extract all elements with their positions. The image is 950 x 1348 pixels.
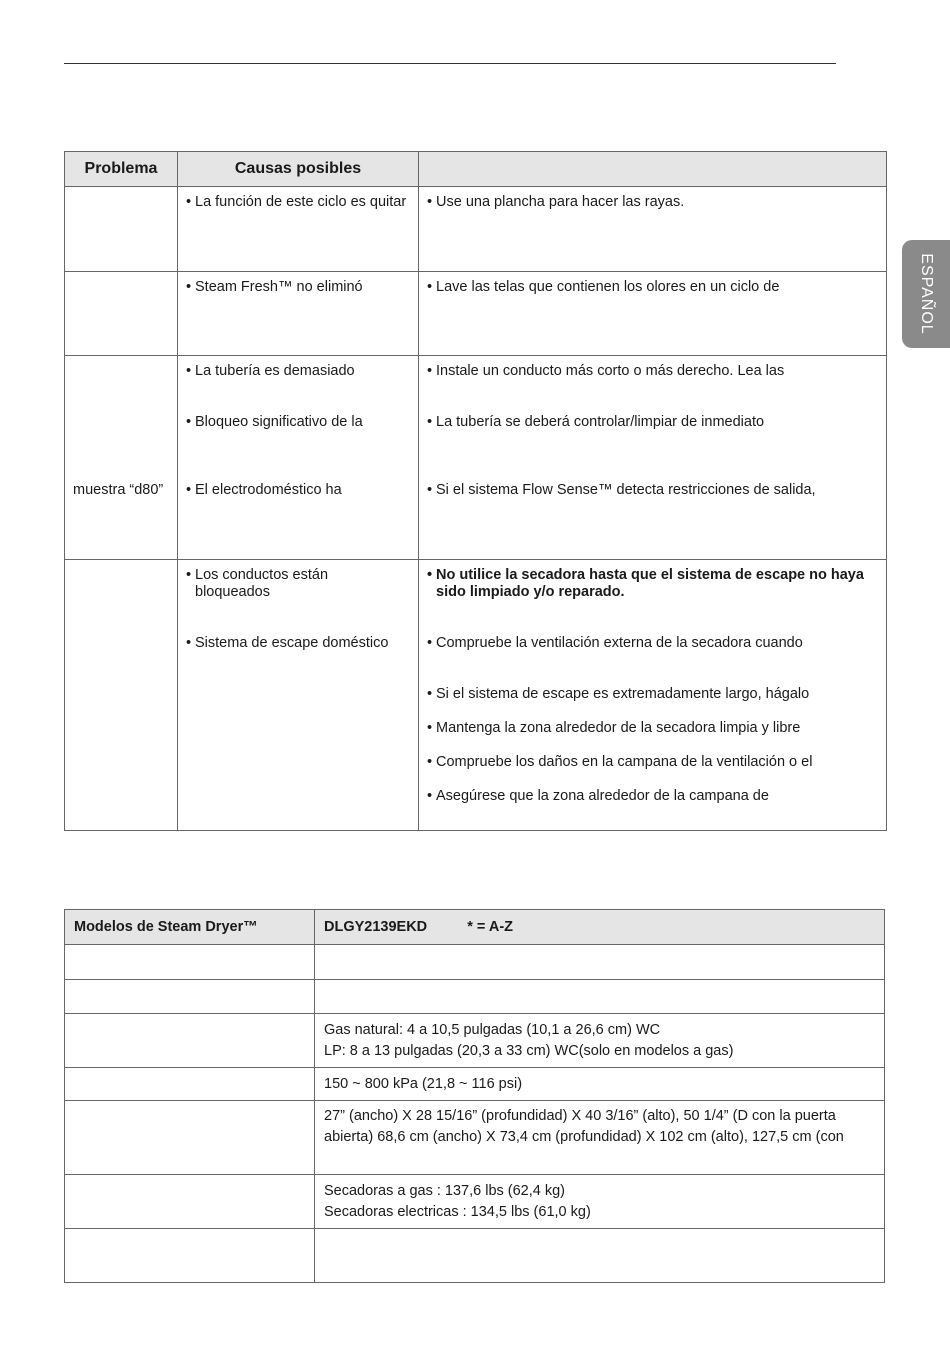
spec-value	[315, 1101, 885, 1175]
problem-cell	[65, 187, 178, 272]
spec-row	[65, 1068, 885, 1101]
specifications-table	[64, 909, 885, 1283]
cause-item: • La tubería es demasiado	[186, 363, 355, 379]
cause-item: • El electrodoméstico ha	[186, 482, 342, 498]
spec-model-number: DLGY2139EKD	[324, 919, 428, 935]
cause-item: • La función de este ciclo es quitar	[186, 194, 407, 210]
causes-cell	[178, 187, 419, 272]
solutions-cell	[419, 187, 887, 272]
solution-item-warning: • No utilice la secadora hasta que el sistema de escape no haya sido limpiado y/o reparado.	[427, 567, 864, 600]
spec-value-line: LP: 8 a 13 pulgadas (20,3 a 33 cm) WC(solo en modelos a gas)	[324, 1042, 734, 1059]
spec-value	[315, 1014, 885, 1068]
table-row	[65, 272, 887, 356]
spec-value-line: Secadoras a gas : 137,6 lbs (62,4 kg)	[324, 1182, 566, 1199]
spec-label	[65, 1068, 315, 1101]
spec-row	[65, 1014, 885, 1068]
spec-header-model-cell	[315, 910, 885, 945]
causes-cell	[178, 272, 419, 356]
spec-value-line: Secadoras electricas : 134,5 lbs (61,0 kg)	[324, 1203, 591, 1220]
spec-label	[65, 1101, 315, 1175]
spec-value	[315, 945, 885, 980]
problem-cell	[65, 560, 178, 831]
solution-item: • Mantenga la zona alrededor de la secadora limpia y libre	[427, 720, 801, 736]
language-tab-label: ESPAÑOL	[918, 253, 935, 335]
causes-cell	[178, 356, 419, 560]
spec-label	[65, 1229, 315, 1283]
cause-item: • Sistema de escape doméstico	[186, 635, 389, 651]
column-header-problem: Problema	[65, 152, 178, 187]
spec-value	[315, 1068, 885, 1101]
spec-row	[65, 1175, 885, 1229]
problem-cell	[65, 356, 178, 560]
spec-value	[315, 1175, 885, 1229]
spec-label	[65, 1014, 315, 1068]
spec-label	[65, 1175, 315, 1229]
causes-cell	[178, 560, 419, 831]
header-rule	[64, 63, 836, 64]
solution-item: • Si el sistema Flow Sense™ detecta restricciones de salida,	[427, 482, 816, 498]
solution-item: • Compruebe la ventilación externa de la secadora cuando	[427, 635, 803, 651]
table-row	[65, 560, 887, 831]
solution-item: • Si el sistema de escape es extremadamente largo, hágalo	[427, 686, 810, 702]
column-header-causes: Causas posibles	[178, 152, 419, 187]
table-row	[65, 356, 887, 560]
table-row	[65, 187, 887, 272]
spec-value-line: 27” (ancho) X 28 15/16” (profundidad) X 40 3/16” (alto), 50 1/4” (D con la puerta	[324, 1108, 836, 1124]
spec-row	[65, 1101, 885, 1175]
spec-header-label: Modelos de Steam Dryer™	[65, 910, 315, 945]
spec-label	[65, 945, 315, 980]
solutions-cell	[419, 272, 887, 356]
spec-label	[65, 980, 315, 1014]
solutions-cell	[419, 356, 887, 560]
solution-item: • Use una plancha para hacer las rayas.	[427, 194, 685, 210]
problem-text: muestra “d80”	[73, 482, 164, 498]
cause-item: • Bloqueo significativo de la	[186, 414, 363, 430]
spec-model-suffix: * = A-Z	[467, 919, 514, 935]
spec-row	[65, 1229, 885, 1283]
cause-item: • Los conductos están bloqueados	[186, 567, 329, 600]
spec-value	[315, 980, 885, 1014]
spec-value-line: abierta) 68,6 cm (ancho) X 73,4 cm (profundidad) X 102 cm (alto), 127,5 cm (con	[324, 1129, 844, 1145]
spec-row	[65, 980, 885, 1014]
spec-value-line: 150 ~ 800 kPa (21,8 ~ 116 psi)	[324, 1075, 523, 1092]
solution-item: • Asegúrese que la zona alrededor de la campana de	[427, 788, 769, 804]
troubleshooting-table	[64, 151, 887, 831]
solution-item: • Lave las telas que contienen los olores en un ciclo de	[427, 279, 780, 295]
problem-cell	[65, 272, 178, 356]
spec-value-line: Gas natural: 4 a 10,5 pulgadas (10,1 a 26,6 cm) WC	[324, 1021, 661, 1038]
spec-row	[65, 945, 885, 980]
solutions-cell	[419, 560, 887, 831]
spec-value	[315, 1229, 885, 1283]
troubleshooting-header-row	[65, 152, 887, 187]
language-side-tab[interactable]	[902, 240, 950, 348]
solution-item: • La tubería se deberá controlar/limpiar de inmediato	[427, 414, 765, 430]
spec-header-row	[65, 910, 885, 945]
solution-item: • Compruebe los daños en la campana de la ventilación o el	[427, 754, 813, 770]
column-header-solutions	[419, 152, 887, 187]
cause-item: • Steam Fresh™ no eliminó	[186, 279, 363, 295]
solution-item: • Instale un conducto más corto o más derecho. Lea las	[427, 363, 785, 379]
